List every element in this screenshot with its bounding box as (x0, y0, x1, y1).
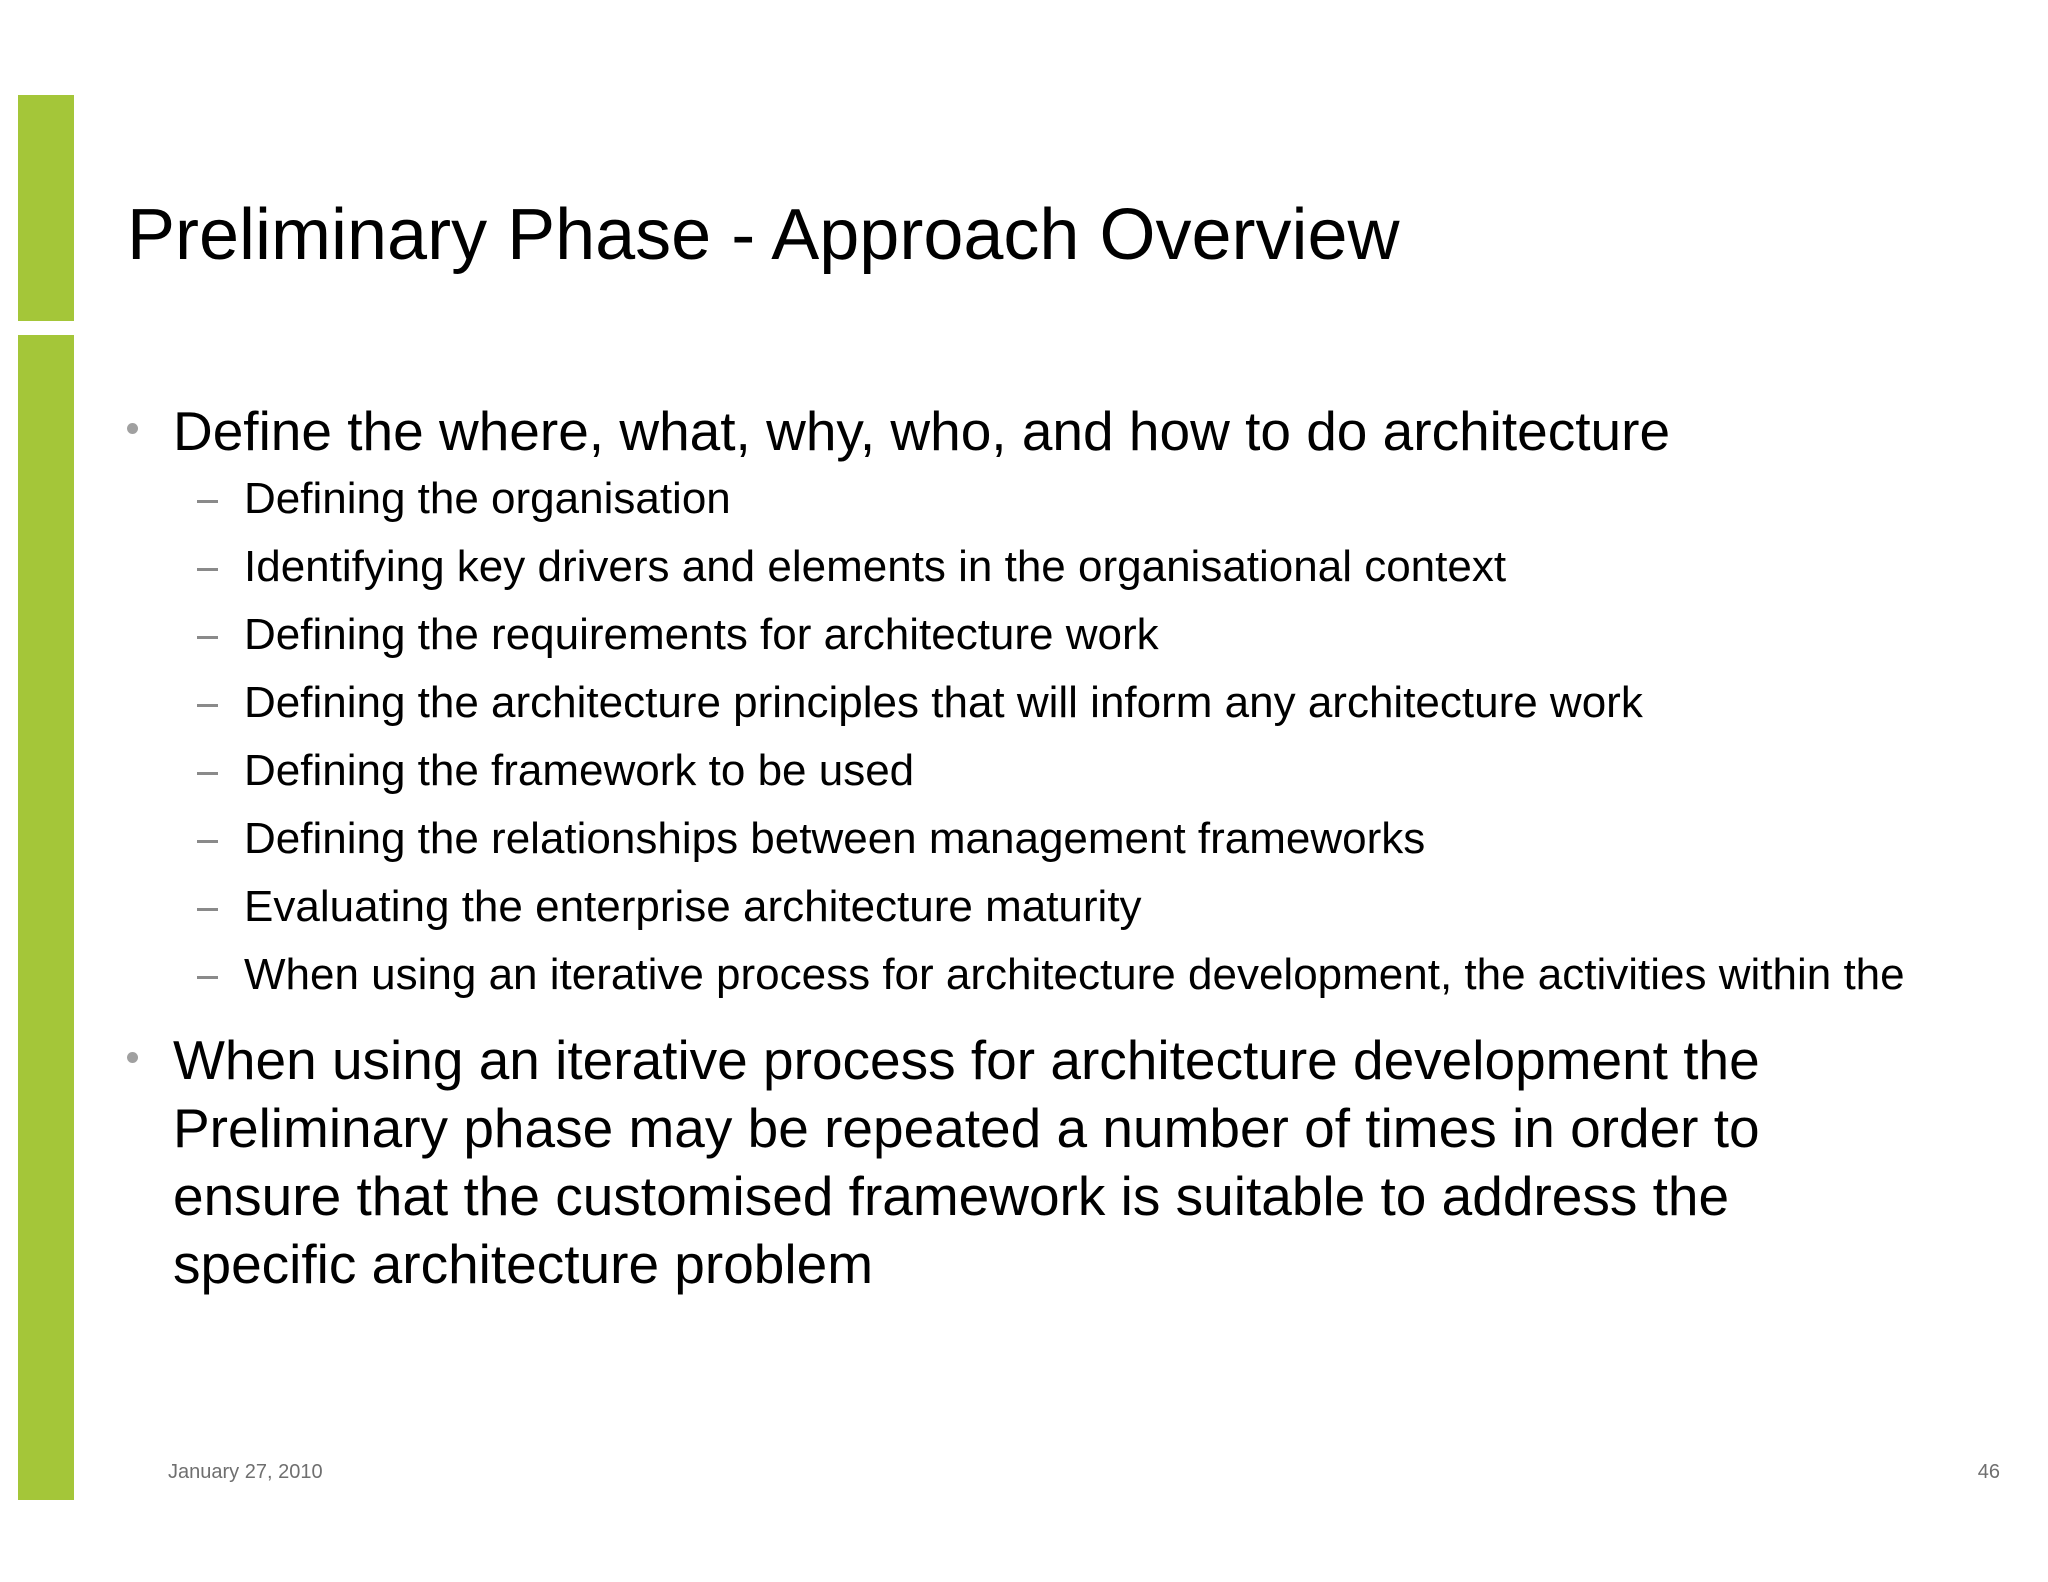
sub-bullet-item (173, 605, 1927, 665)
bullet-dot-icon (127, 423, 138, 434)
bullet-item (127, 397, 1927, 1004)
bullet-text: When using an iterative process for architecture development the Preliminary phase may be repeated a number of times in order to ensure that the customised framework is suitable to address the specific architecture problem (173, 1029, 1760, 1295)
dash-icon (197, 840, 218, 843)
sub-bullet-item (173, 945, 1927, 1004)
sub-bullet-text: Defining the framework to be used (244, 746, 915, 795)
sub-bullet-item (173, 877, 1927, 937)
sub-bullet-item (173, 673, 1927, 733)
bullet-dot-icon (127, 1052, 138, 1063)
bullet-text: Define the where, what, why, who, and how to do architecture (173, 400, 1671, 462)
accent-bar-top (18, 95, 74, 321)
dash-icon (197, 976, 218, 979)
page-number: 46 (1977, 1461, 2000, 1483)
sub-bullet-item (173, 741, 1927, 801)
sub-bullet-text: Defining the relationships between management frameworks (244, 814, 1426, 863)
sub-bullet-text: When using an iterative process for architecture development, the activities within the (244, 950, 1905, 999)
sub-bullet-item (173, 537, 1927, 597)
sub-bullet-text: Defining the architecture principles that will inform any architecture work (244, 678, 1643, 727)
accent-bar-bottom (18, 335, 74, 1500)
bullet-list (127, 397, 1927, 1298)
dash-icon (197, 500, 218, 503)
dash-icon (197, 704, 218, 707)
sub-bullet-item (173, 469, 1927, 529)
slide-title: Preliminary Phase - Approach Overview (127, 195, 1400, 275)
sub-bullet-text: Identifying key drivers and elements in the organisational context (244, 542, 1507, 591)
sub-bullet-list (173, 469, 1927, 1004)
dash-icon (197, 568, 218, 571)
sub-bullet-text: Defining the organisation (244, 474, 731, 523)
sub-bullet-item (173, 809, 1927, 869)
dash-icon (197, 772, 218, 775)
sub-bullet-text: Evaluating the enterprise architecture maturity (244, 882, 1142, 931)
bullet-item (127, 1026, 1927, 1298)
footer-date: January 27, 2010 (168, 1461, 323, 1483)
dash-icon (197, 636, 218, 639)
dash-icon (197, 908, 218, 911)
sub-bullet-text: Defining the requirements for architecture work (244, 610, 1159, 659)
